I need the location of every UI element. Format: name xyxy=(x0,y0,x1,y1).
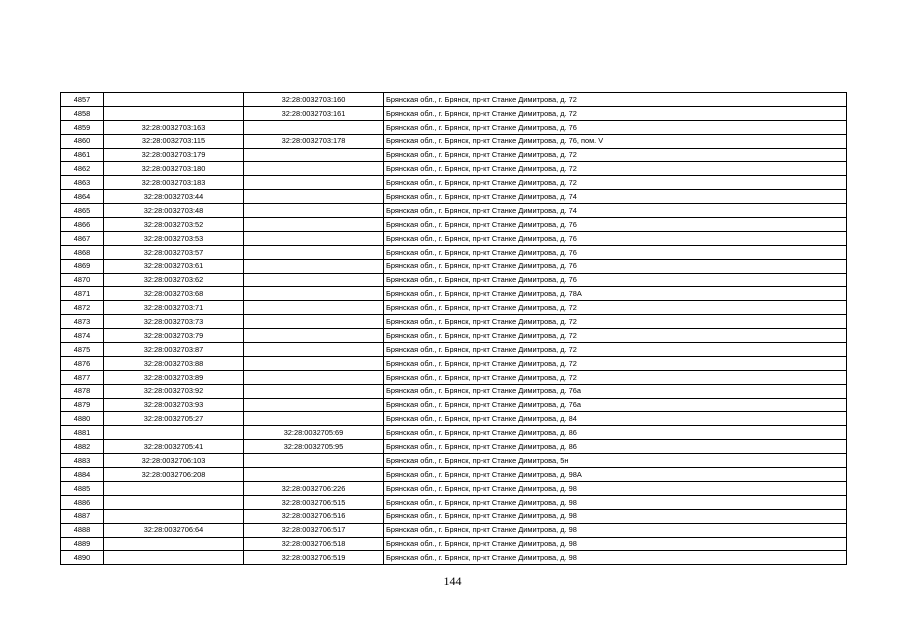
registry-table xyxy=(60,92,847,565)
cadastral-number-cell: 32:28:0032706:208 xyxy=(104,468,244,482)
table-row xyxy=(61,93,847,107)
cadastral-number-2-cell: 32:28:0032705:95 xyxy=(244,440,384,454)
cadastral-number-cell: 32:28:0032703:53 xyxy=(104,231,244,245)
cadastral-number-cell: 32:28:0032706:103 xyxy=(104,454,244,468)
address-cell: Брянская обл., г. Брянск, пр-кт Станке Димитрова, д. 72 xyxy=(384,329,847,343)
address-cell: Брянская обл., г. Брянск, пр-кт Станке Димитрова, д. 72 xyxy=(384,370,847,384)
cadastral-number-2-cell xyxy=(244,120,384,134)
cadastral-number-2-cell: 32:28:0032706:519 xyxy=(244,551,384,565)
address-cell: Брянская обл., г. Брянск, пр-кт Станке Димитрова, д. 76 xyxy=(384,120,847,134)
cadastral-number-2-cell xyxy=(244,343,384,357)
cadastral-number-cell: 32:28:0032705:27 xyxy=(104,412,244,426)
address-cell: Брянская обл., г. Брянск, пр-кт Станке Димитрова, д. 98 xyxy=(384,509,847,523)
cadastral-number-2-cell xyxy=(244,273,384,287)
cadastral-number-2-cell xyxy=(244,468,384,482)
row-number-cell: 4881 xyxy=(61,426,104,440)
row-number-cell: 4870 xyxy=(61,273,104,287)
table-row xyxy=(61,440,847,454)
address-cell: Брянская обл., г. Брянск, пр-кт Станке Димитрова, д. 72 xyxy=(384,315,847,329)
table-row xyxy=(61,134,847,148)
address-cell: Брянская обл., г. Брянск, пр-кт Станке Димитрова, д. 98 xyxy=(384,551,847,565)
cadastral-number-cell: 32:28:0032706:64 xyxy=(104,523,244,537)
table-row xyxy=(61,218,847,232)
cadastral-number-2-cell: 32:28:0032706:516 xyxy=(244,509,384,523)
row-number-cell: 4868 xyxy=(61,245,104,259)
table-row xyxy=(61,356,847,370)
row-number-cell: 4885 xyxy=(61,481,104,495)
cadastral-number-cell xyxy=(104,509,244,523)
registry-table-body xyxy=(61,93,847,565)
row-number-cell: 4865 xyxy=(61,204,104,218)
cadastral-number-cell: 32:28:0032703:61 xyxy=(104,259,244,273)
address-cell: Брянская обл., г. Брянск, пр-кт Станке Димитрова, д. 84 xyxy=(384,412,847,426)
page-number: 144 xyxy=(443,574,462,588)
address-cell: Брянская обл., г. Брянск, пр-кт Станке Димитрова, д. 72 xyxy=(384,343,847,357)
cadastral-number-2-cell xyxy=(244,329,384,343)
address-cell: Брянская обл., г. Брянск, пр-кт Станке Димитрова, д. 98 xyxy=(384,495,847,509)
address-cell: Брянская обл., г. Брянск, пр-кт Станке Димитрова, д. 72 xyxy=(384,93,847,107)
table-row xyxy=(61,231,847,245)
row-number-cell: 4862 xyxy=(61,162,104,176)
row-number-cell: 4882 xyxy=(61,440,104,454)
cadastral-number-2-cell xyxy=(244,176,384,190)
cadastral-number-cell: 32:28:0032703:48 xyxy=(104,204,244,218)
table-row xyxy=(61,412,847,426)
table-row xyxy=(61,106,847,120)
address-cell: Брянская обл., г. Брянск, пр-кт Станке Димитрова, д. 78А xyxy=(384,287,847,301)
address-cell: Брянская обл., г. Брянск, пр-кт Станке Димитрова, д. 98 xyxy=(384,481,847,495)
row-number-cell: 4871 xyxy=(61,287,104,301)
cadastral-number-2-cell xyxy=(244,370,384,384)
table-row xyxy=(61,426,847,440)
cadastral-number-cell xyxy=(104,481,244,495)
address-cell: Брянская обл., г. Брянск, пр-кт Станке Димитрова, д. 72 xyxy=(384,162,847,176)
address-cell: Брянская обл., г. Брянск, пр-кт Станке Димитрова, д. 76а xyxy=(384,384,847,398)
table-row xyxy=(61,329,847,343)
table-row xyxy=(61,287,847,301)
address-cell: Брянская обл., г. Брянск, пр-кт Станке Димитрова, д. 76а xyxy=(384,398,847,412)
row-number-cell: 4861 xyxy=(61,148,104,162)
cadastral-number-cell: 32:28:0032703:73 xyxy=(104,315,244,329)
row-number-cell: 4884 xyxy=(61,468,104,482)
row-number-cell: 4872 xyxy=(61,301,104,315)
cadastral-number-2-cell xyxy=(244,204,384,218)
row-number-cell: 4879 xyxy=(61,398,104,412)
cadastral-number-cell: 32:28:0032703:163 xyxy=(104,120,244,134)
address-cell: Брянская обл., г. Брянск, пр-кт Станке Димитрова, д. 72 xyxy=(384,356,847,370)
cadastral-number-2-cell xyxy=(244,301,384,315)
cadastral-number-2-cell xyxy=(244,162,384,176)
row-number-cell: 4875 xyxy=(61,343,104,357)
cadastral-number-cell: 32:28:0032703:57 xyxy=(104,245,244,259)
table-row xyxy=(61,190,847,204)
row-number-cell: 4867 xyxy=(61,231,104,245)
address-cell: Брянская обл., г. Брянск, пр-кт Станке Димитрова, д. 72 xyxy=(384,301,847,315)
cadastral-number-cell: 32:28:0032703:88 xyxy=(104,356,244,370)
row-number-cell: 4887 xyxy=(61,509,104,523)
cadastral-number-cell xyxy=(104,426,244,440)
address-cell: Брянская обл., г. Брянск, пр-кт Станке Димитрова, д. 76, пом. V xyxy=(384,134,847,148)
cadastral-number-cell: 32:28:0032703:87 xyxy=(104,343,244,357)
table-row xyxy=(61,523,847,537)
address-cell: Брянская обл., г. Брянск, пр-кт Станке Димитрова, д. 76 xyxy=(384,231,847,245)
table-row xyxy=(61,273,847,287)
address-cell: Брянская обл., г. Брянск, пр-кт Станке Димитрова, д. 98А xyxy=(384,468,847,482)
cadastral-number-cell: 32:28:0032703:52 xyxy=(104,218,244,232)
row-number-cell: 4866 xyxy=(61,218,104,232)
row-number-cell: 4863 xyxy=(61,176,104,190)
cadastral-number-2-cell: 32:28:0032705:69 xyxy=(244,426,384,440)
cadastral-number-cell: 32:28:0032703:68 xyxy=(104,287,244,301)
table-row xyxy=(61,398,847,412)
table-row xyxy=(61,343,847,357)
cadastral-number-2-cell: 32:28:0032706:517 xyxy=(244,523,384,537)
cadastral-number-2-cell xyxy=(244,454,384,468)
cadastral-number-2-cell xyxy=(244,231,384,245)
table-row xyxy=(61,468,847,482)
cadastral-number-cell xyxy=(104,495,244,509)
cadastral-number-2-cell: 32:28:0032703:178 xyxy=(244,134,384,148)
table-row xyxy=(61,259,847,273)
address-cell: Брянская обл., г. Брянск, пр-кт Станке Димитрова, д. 98 xyxy=(384,523,847,537)
row-number-cell: 4880 xyxy=(61,412,104,426)
cadastral-number-2-cell xyxy=(244,315,384,329)
table-row xyxy=(61,148,847,162)
row-number-cell: 4864 xyxy=(61,190,104,204)
table-row xyxy=(61,245,847,259)
cadastral-number-2-cell: 32:28:0032706:515 xyxy=(244,495,384,509)
address-cell: Брянская обл., г. Брянск, пр-кт Станке Димитрова, 5н xyxy=(384,454,847,468)
cadastral-number-2-cell xyxy=(244,245,384,259)
cadastral-number-cell: 32:28:0032703:115 xyxy=(104,134,244,148)
cadastral-number-cell: 32:28:0032703:183 xyxy=(104,176,244,190)
table-row xyxy=(61,301,847,315)
row-number-cell: 4869 xyxy=(61,259,104,273)
cadastral-number-cell: 32:28:0032703:62 xyxy=(104,273,244,287)
address-cell: Брянская обл., г. Брянск, пр-кт Станке Димитрова, д. 86 xyxy=(384,440,847,454)
table-row xyxy=(61,454,847,468)
cadastral-number-2-cell: 32:28:0032703:160 xyxy=(244,93,384,107)
cadastral-number-cell: 32:28:0032703:180 xyxy=(104,162,244,176)
cadastral-number-cell: 32:28:0032703:93 xyxy=(104,398,244,412)
table-row xyxy=(61,162,847,176)
row-number-cell: 4858 xyxy=(61,106,104,120)
table-row xyxy=(61,315,847,329)
address-cell: Брянская обл., г. Брянск, пр-кт Станке Димитрова, д. 72 xyxy=(384,176,847,190)
cadastral-number-2-cell xyxy=(244,287,384,301)
cadastral-number-2-cell xyxy=(244,190,384,204)
address-cell: Брянская обл., г. Брянск, пр-кт Станке Димитрова, д. 76 xyxy=(384,273,847,287)
cadastral-number-cell xyxy=(104,537,244,551)
table-row xyxy=(61,176,847,190)
row-number-cell: 4874 xyxy=(61,329,104,343)
address-cell: Брянская обл., г. Брянск, пр-кт Станке Димитрова, д. 76 xyxy=(384,259,847,273)
row-number-cell: 4878 xyxy=(61,384,104,398)
address-cell: Брянская обл., г. Брянск, пр-кт Станке Димитрова, д. 76 xyxy=(384,245,847,259)
cadastral-number-2-cell xyxy=(244,398,384,412)
cadastral-number-2-cell: 32:28:0032706:226 xyxy=(244,481,384,495)
cadastral-number-cell: 32:28:0032703:179 xyxy=(104,148,244,162)
address-cell: Брянская обл., г. Брянск, пр-кт Станке Димитрова, д. 74 xyxy=(384,204,847,218)
cadastral-number-2-cell xyxy=(244,412,384,426)
row-number-cell: 4857 xyxy=(61,93,104,107)
address-cell: Брянская обл., г. Брянск, пр-кт Станке Димитрова, д. 86 xyxy=(384,426,847,440)
cadastral-number-cell xyxy=(104,551,244,565)
table-row xyxy=(61,481,847,495)
address-cell: Брянская обл., г. Брянск, пр-кт Станке Димитрова, д. 74 xyxy=(384,190,847,204)
row-number-cell: 4886 xyxy=(61,495,104,509)
address-cell: Брянская обл., г. Брянск, пр-кт Станке Димитрова, д. 98 xyxy=(384,537,847,551)
row-number-cell: 4876 xyxy=(61,356,104,370)
address-cell: Брянская обл., г. Брянск, пр-кт Станке Димитрова, д. 72 xyxy=(384,106,847,120)
address-cell: Брянская обл., г. Брянск, пр-кт Станке Димитрова, д. 72 xyxy=(384,148,847,162)
cadastral-number-2-cell xyxy=(244,259,384,273)
row-number-cell: 4873 xyxy=(61,315,104,329)
cadastral-number-cell: 32:28:0032705:41 xyxy=(104,440,244,454)
row-number-cell: 4888 xyxy=(61,523,104,537)
table-row xyxy=(61,495,847,509)
row-number-cell: 4877 xyxy=(61,370,104,384)
cadastral-number-cell: 32:28:0032703:92 xyxy=(104,384,244,398)
table-row xyxy=(61,551,847,565)
cadastral-number-cell: 32:28:0032703:71 xyxy=(104,301,244,315)
table-row xyxy=(61,370,847,384)
cadastral-number-cell: 32:28:0032703:89 xyxy=(104,370,244,384)
cadastral-number-2-cell: 32:28:0032703:161 xyxy=(244,106,384,120)
row-number-cell: 4890 xyxy=(61,551,104,565)
cadastral-number-cell xyxy=(104,93,244,107)
row-number-cell: 4859 xyxy=(61,120,104,134)
cadastral-number-cell: 32:28:0032703:79 xyxy=(104,329,244,343)
table-row xyxy=(61,509,847,523)
cadastral-number-cell xyxy=(104,106,244,120)
table-row xyxy=(61,204,847,218)
table-row xyxy=(61,120,847,134)
row-number-cell: 4889 xyxy=(61,537,104,551)
cadastral-number-cell: 32:28:0032703:44 xyxy=(104,190,244,204)
address-cell: Брянская обл., г. Брянск, пр-кт Станке Димитрова, д. 76 xyxy=(384,218,847,232)
table-row xyxy=(61,384,847,398)
cadastral-number-2-cell: 32:28:0032706:518 xyxy=(244,537,384,551)
cadastral-number-2-cell xyxy=(244,218,384,232)
cadastral-number-2-cell xyxy=(244,148,384,162)
cadastral-number-2-cell xyxy=(244,356,384,370)
row-number-cell: 4883 xyxy=(61,454,104,468)
table-row xyxy=(61,537,847,551)
cadastral-number-2-cell xyxy=(244,384,384,398)
row-number-cell: 4860 xyxy=(61,134,104,148)
